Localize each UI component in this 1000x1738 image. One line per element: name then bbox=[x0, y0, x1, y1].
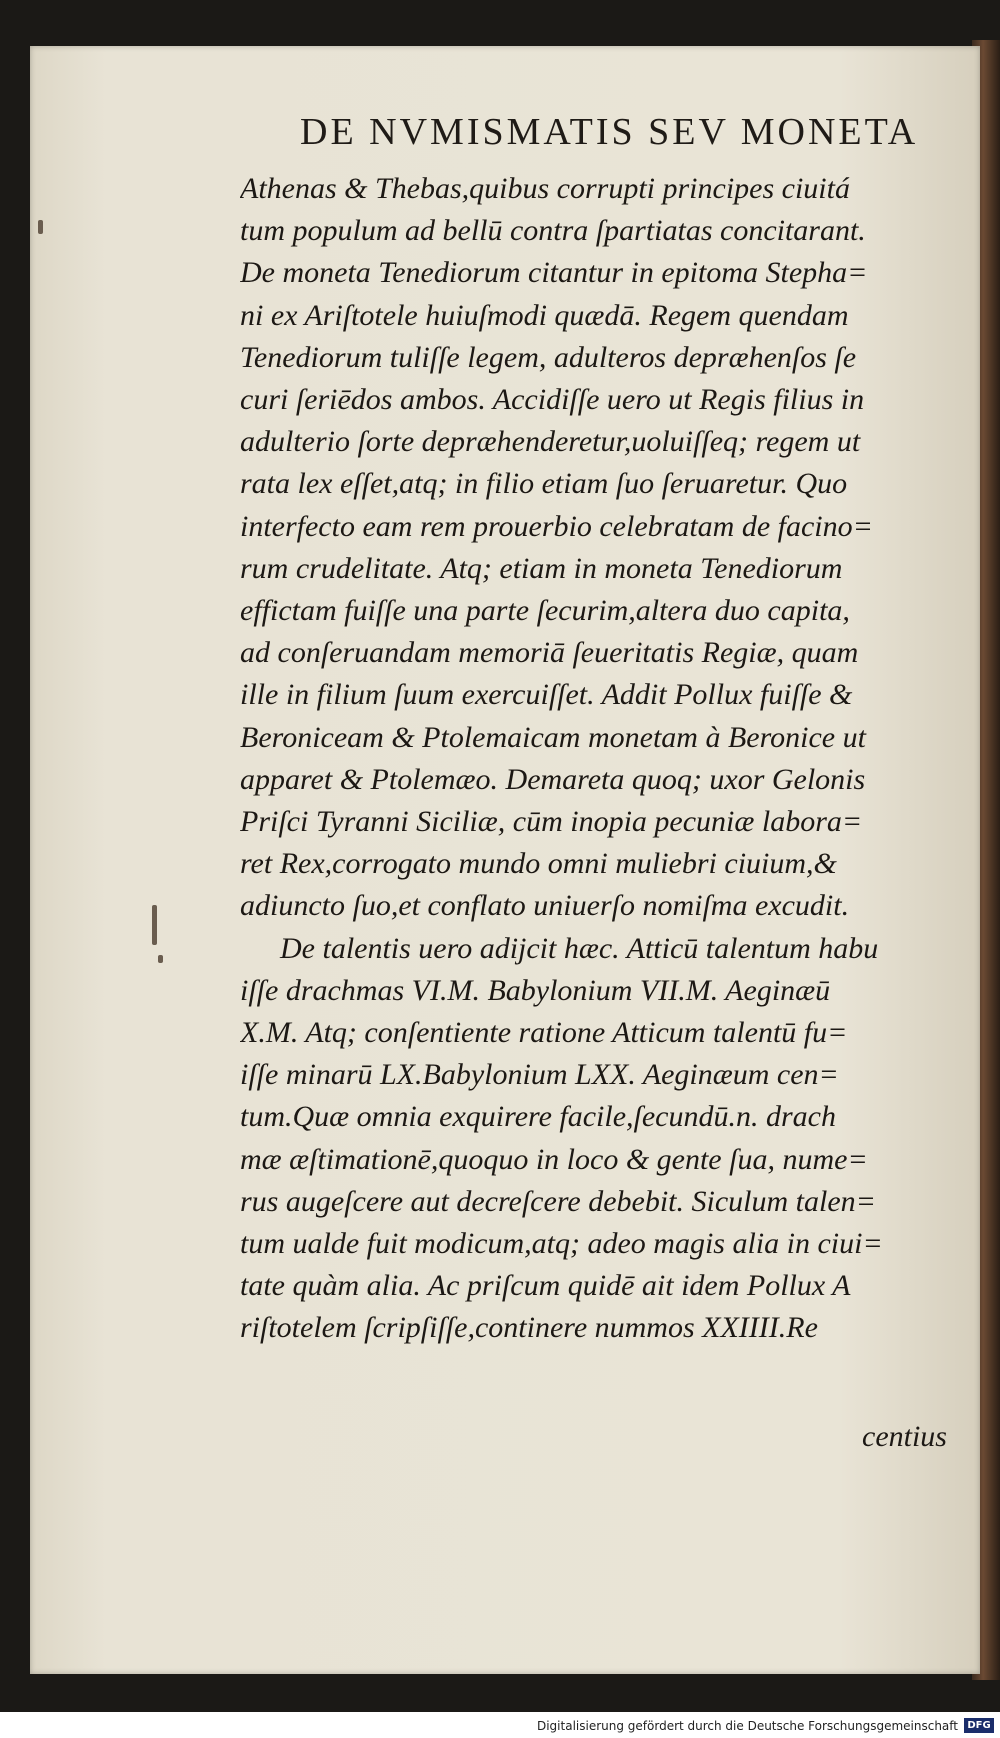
text-line: ret Rex,corrogato mundo omni muliebri ciuium,& bbox=[240, 847, 837, 881]
text-line: curi ſeriēdos ambos. Accidiſſe uero ut Regis filius in bbox=[240, 383, 865, 417]
text-line: tum.Quæ omnia exquirere facile,ſecundū.n. drach bbox=[240, 1100, 836, 1134]
text-line: Priſci Tyranni Siciliæ, cūm inopia pecuniæ labora= bbox=[240, 805, 863, 839]
margin-mark bbox=[158, 955, 163, 963]
text-line: De moneta Tenediorum citantur in epitoma Stepha= bbox=[240, 256, 868, 290]
text-line: adulterio ſorte depræhenderetur,uoluiſſeq; regem ut bbox=[240, 425, 861, 459]
text-line: tum populum ad bellū contra ſpartiatas concitarant. bbox=[240, 214, 866, 248]
footer-credit: Digitalisierung gefördert durch die Deutsche Forschungsgemeinschaft bbox=[536, 1719, 958, 1733]
text-line: ad conſeruandam memoriā ſeueritatis Regiæ, quam bbox=[240, 636, 859, 670]
text-line: tate quàm alia. Ac priſcum quidē ait idem Pollux A bbox=[240, 1269, 851, 1303]
text-line: adiuncto ſuo,et conflato uniuerſo nomiſma excudit. bbox=[240, 889, 850, 923]
margin-mark bbox=[38, 220, 43, 234]
text-line: Athenas & Thebas,quibus corrupti principes ciuitá bbox=[240, 172, 850, 205]
dfg-logo: DFG bbox=[964, 1718, 994, 1733]
running-head: DE NVMISMATIS SEV MONETA bbox=[300, 111, 919, 153]
text-line: Tenediorum tuliſſe legem, adulteros depræhenſos ſe bbox=[240, 340, 857, 374]
text-line: riſtotelem ſcripſiſſe,continere nummos XXIIII.Re bbox=[240, 1311, 818, 1345]
text-line: mæ æſtimationē,quoquo in loco & gente ſua, nume= bbox=[240, 1142, 868, 1176]
text-line: ni ex Ariſtotele huiuſmodi quædā. Regem quendam bbox=[240, 298, 849, 332]
margin-mark bbox=[152, 905, 157, 945]
text-line: iſſe minarū LX.Babylonium LXX. Aeginæum cen= bbox=[240, 1058, 839, 1092]
text-line: rus augeſcere aut decreſcere debebit. Siculum talen= bbox=[240, 1184, 876, 1218]
text-line: tum ualde fuit modicum,atq; adeo magis alia in ciui= bbox=[240, 1227, 883, 1261]
text-line: effictam fuiſſe una parte ſecurim,altera duo capita, bbox=[240, 594, 850, 628]
body-text bbox=[240, 168, 952, 1350]
catchword: centius bbox=[862, 1420, 947, 1453]
text-line-indented: De talentis uero adijcit hæc. Atticū talentum habu bbox=[280, 931, 879, 965]
text-line: iſſe drachmas VI.M. Babylonium VII.M. Aeginæū bbox=[240, 973, 831, 1007]
text-line: ille in filium ſuum exercuiſſet. Addit Pollux fuiſſe & bbox=[240, 678, 853, 712]
text-line: Beroniceam & Ptolemaicam monetam à Beronice ut bbox=[240, 720, 866, 754]
text-line: rum crudelitate. Atq; etiam in moneta Tenediorum bbox=[240, 551, 843, 585]
footer-bar bbox=[0, 1712, 1000, 1738]
text-line: X.M. Atq; conſentiente ratione Atticum talentū fu= bbox=[240, 1016, 848, 1050]
text-line: interfecto eam rem prouerbio celebratam de facino= bbox=[240, 509, 873, 543]
text-line: apparet & Ptolemæo. Demareta quoq; uxor Gelonis bbox=[240, 762, 866, 796]
text-line: rata lex eſſet,atq; in filio etiam ſuo ſeruaretur. Quo bbox=[240, 467, 848, 501]
